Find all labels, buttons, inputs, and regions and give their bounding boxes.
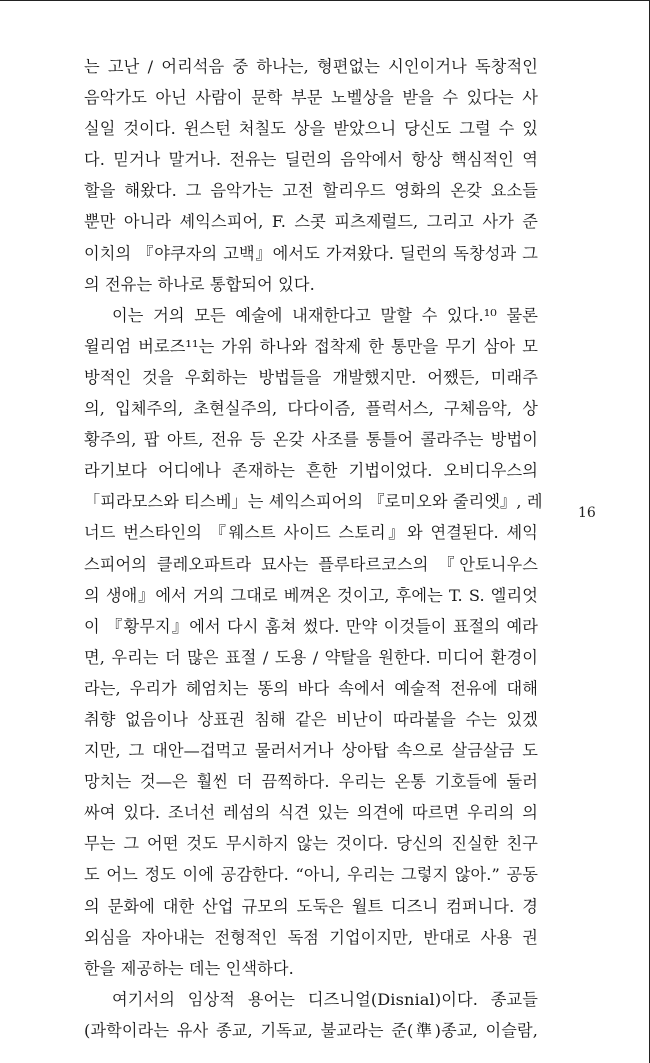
text-line: 면, 우리는 더 많은 표절 / 도용 / 약탈을 원한다. 미디어 환경이 [84, 647, 538, 667]
text-line: 다. 믿거나 말거나. 전유는 딜런의 음악에서 항상 핵심적인 역 [84, 150, 538, 170]
text-line: 「피라모스와 티스베」는 셰익스피어의 『로미오와 줄리엣』, 레 [84, 492, 543, 512]
text-line: 음악가도 아닌 사람이 문학 부문 노벨상을 받을 수 있다는 사 [84, 88, 538, 108]
text-line: 라기보다 어디에나 존재하는 흔한 기법이었다. 오비디우스의 [84, 461, 538, 481]
text-line: 이 『황무지』에서 다시 훔쳐 썼다. 만약 이것들이 표절의 예라 [84, 616, 538, 636]
text-line: 취향 없음이나 상표권 침해 같은 비난이 따라붙을 수는 있겠 [84, 709, 538, 729]
text-line: 망치는 것—은 훨씬 더 끔찍하다. 우리는 온통 기호들에 둘러 [84, 772, 538, 792]
text-line: 의 전유는 하나로 통합되어 있다. [84, 274, 315, 294]
text-line: 의, 입체주의, 초현실주의, 다다이즘, 플럭서스, 구체음악, 상 [84, 399, 538, 419]
text-line: 너드 번스타인의 『웨스트 사이드 스토리』와 연결된다. 셰익 [84, 523, 538, 543]
text-line: 외심을 자아내는 전형적인 독점 기업이지만, 반대로 사용 권 [84, 927, 538, 947]
text-line: 무는 그 어떤 것도 무시하지 않는 것이다. 당신의 진실한 친구 [84, 834, 538, 854]
text-line: 방적인 것을 우회하는 방법들을 개발했지만. 어쨌든, 미래주 [84, 367, 538, 387]
text-line: 이는 거의 모든 예술에 내재한다고 말할 수 있다.¹⁰ 물론 [112, 305, 538, 325]
page-number: 16 [578, 505, 596, 521]
text-line: 할을 해왔다. 그 음악가는 고전 할리우드 영화의 온갖 요소들 [84, 181, 538, 201]
text-line: 지만, 그 대안—겁먹고 물러서거나 상아탑 속으로 살금살금 도 [84, 741, 538, 761]
text-line: 의 문화에 대한 산업 규모의 도둑은 월트 디즈니 컴퍼니다. 경 [84, 896, 538, 916]
text-line: 뿐만 아니라 셰익스피어, F. 스콧 피츠제럴드, 그리고 사가 준 [84, 212, 538, 232]
text-line: 한을 제공하는 데는 인색하다. [84, 958, 294, 978]
text-line: 여기서의 임상적 용어는 디즈니얼(Disnial)이다. 종교들 [112, 989, 538, 1009]
text-line: 의 생애』에서 거의 그대로 베껴온 것이고, 후에는 T. S. 엘리엇 [84, 585, 538, 605]
text-line: 는 고난 / 어리석음 중 하나는, 형편없는 시인이거나 독창적인 [84, 57, 538, 76]
text-line: 싸여 있다. 조너선 레섬의 식견 있는 의견에 따르면 우리의 의 [84, 803, 538, 823]
text-line: 도 어느 정도 이에 공감한다. “아니, 우리는 그렇지 않아.” 공동 [84, 865, 538, 885]
text-line: 윌리엄 버로즈¹¹는 가위 하나와 접착제 한 통만을 무기 삼아 모 [84, 336, 538, 356]
text-line: 실일 것이다. 윈스턴 처칠도 상을 받았으니 당신도 그럴 수 있 [84, 119, 538, 139]
body-text [84, 51, 543, 1046]
text-line: 라는, 우리가 헤엄치는 똥의 바다 속에서 예술적 전유에 대해 [84, 678, 538, 698]
text-line: 황주의, 팝 아트, 전유 등 온갖 사조를 통틀어 콜라주는 방법이 [84, 430, 538, 450]
text-line: 스피어의 클레오파트라 묘사는 플루타르코스의 『안토니우스 [84, 554, 538, 574]
text-line: 이치의 『야쿠자의 고백』에서도 가져왔다. 딜런의 독창성과 그 [84, 243, 538, 263]
text-line: (과학이라는 유사 종교, 기독교, 불교라는 준(準)종교, 이슬람, [84, 1020, 538, 1040]
